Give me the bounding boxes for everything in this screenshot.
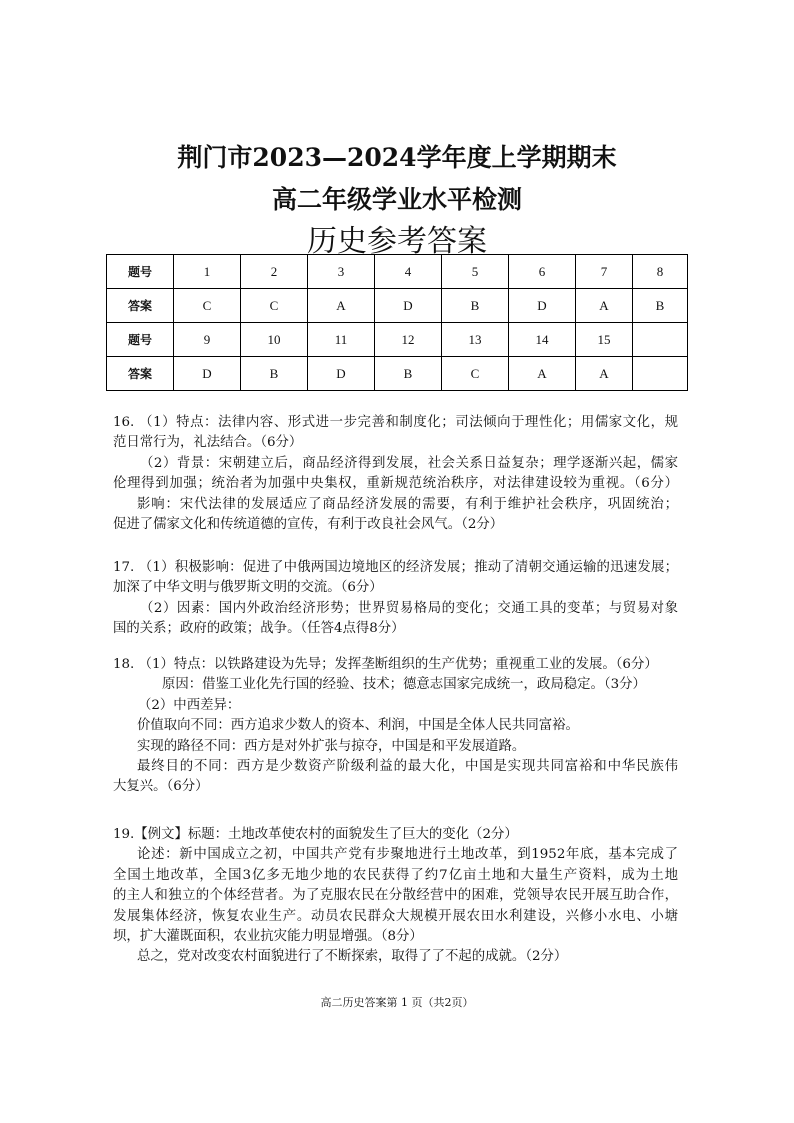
text-line: 16. （1）特点：法律内容、形式进一步完善和制度化；司法倾向于理性化；用儒家文化，规	[113, 415, 678, 430]
text-line: 19.【例文】标题：土地改革使农村的面貌发生了巨大的变化（2分）	[113, 827, 518, 842]
table-cell: C	[241, 289, 308, 323]
text-line: 加深了中华文明与俄罗斯文明的交流。（6分）	[113, 580, 383, 596]
row-header: 题号	[107, 323, 174, 357]
table-cell: 9	[174, 323, 241, 357]
table-cell: 7	[576, 255, 633, 289]
text-line: 最终目的不同：西方是少数资产阶级利益的最大化，中国是实现共同富裕和中华民族伟	[137, 759, 678, 774]
table-cell: 12	[375, 323, 442, 357]
table-cell: D	[308, 357, 375, 391]
table-cell: 3	[308, 255, 375, 289]
table-cell: 13	[442, 323, 509, 357]
table-cell: A	[509, 357, 576, 391]
table-cell: A	[308, 289, 375, 323]
table-row	[107, 289, 688, 323]
row-header: 答案	[107, 289, 174, 323]
text-line: （2）因素：国内外政治经济形势；世界贸易格局的变化；交通工具的变革；与贸易对象	[140, 600, 678, 616]
text-line: 影响：宋代法律的发展适应了商品经济发展的需要，有利于维护社会秩序，巩固统治；	[137, 496, 678, 512]
table-cell: 8	[633, 255, 688, 289]
page-footer: 高二历史答案第 1 页（共2页）	[320, 996, 474, 1009]
table-cell: D	[375, 289, 442, 323]
table-cell: D	[509, 289, 576, 323]
text-line: 发展集体经济，恢复农业生产。动员农民群众大规模开展农田水利建设，兴修小水电、小塘	[113, 908, 678, 924]
text-line: 原因：借鉴工业化先行国的经验、技术；德意志国家完成统一，政局稳定。（3分）	[162, 677, 646, 693]
doc-subtitle: 高二年级学业水平检测	[271, 185, 522, 214]
table-cell: 15	[576, 323, 633, 357]
table-row	[107, 255, 688, 289]
table-row	[107, 323, 688, 357]
text-line: 17. （1）积极影响：促进了中俄两国边境地区的经济发展；推动了清朝交通运输的迅速发展；	[113, 560, 678, 575]
doc-heading: 历史参考答案	[307, 224, 487, 259]
text-line: 全国土地改革，全国3亿多无地少地的农民获得了约7亿亩土地和大量生产资料，成为土地	[113, 867, 678, 883]
text-line: （2）中西差异：	[138, 697, 241, 713]
table-cell: A	[576, 289, 633, 323]
table-cell: B	[241, 357, 308, 391]
table-cell: 6	[509, 255, 576, 289]
text-line: 价值取向不同：西方追求少数人的资本、利润，中国是全体人民共同富裕。	[137, 718, 579, 734]
table-cell: C	[442, 357, 509, 391]
answer-table	[106, 254, 688, 391]
text-line: 实现的路径不同：西方是对外扩张与掠夺，中国是和平发展道路。	[137, 738, 526, 754]
text-line: 国的关系；政府的政策；战争。（任答4点得8分）	[113, 621, 405, 637]
text-line: 论述：新中国成立之初，中国共产党有步聚地进行土地改革，到1952年底，基本完成了	[137, 847, 678, 863]
row-header: 题号	[107, 255, 174, 289]
table-cell: A	[576, 357, 633, 391]
table-cell: C	[174, 289, 241, 323]
text-line: 范日常行为，礼法结合。（6分）	[113, 435, 303, 451]
table-cell: B	[633, 289, 688, 323]
table-cell: 5	[442, 255, 509, 289]
text-line: 伦理得到加强；统治者为加强中央集权，重新规范统治秩序，对法律建设较为重视。（6分）	[113, 476, 678, 492]
table-cell: 10	[241, 323, 308, 357]
table-cell	[633, 357, 688, 391]
text-line: 18. （1）特点：以铁路建设为先导；发挥垄断组织的生产优势；重视重工业的发展。（6分）	[113, 657, 658, 672]
table-cell: B	[442, 289, 509, 323]
table-cell: 14	[509, 323, 576, 357]
table-cell: D	[174, 357, 241, 391]
table-cell: 11	[308, 323, 375, 357]
text-line: 大复兴。（6分）	[113, 779, 209, 795]
table-cell	[633, 323, 688, 357]
text-line: 坝，扩大灌既面积，农业抗灾能力明显增强。（8分）	[113, 929, 423, 944]
table-cell: 2	[241, 255, 308, 289]
table-cell: 1	[174, 255, 241, 289]
text-line: （2）背景：宋朝建立后，商品经济得到发展，社会关系日益复杂；理学逐渐兴起，儒家	[140, 455, 678, 471]
row-header: 答案	[107, 357, 174, 391]
text-line: 总之，党对改变农村面貌进行了不断探索，取得了了不起的成就。（2分）	[137, 949, 568, 965]
table-cell: B	[375, 357, 442, 391]
text-line: 的主人和独立的个体经营者。为了克服农民在分散经营中的困难，党领导农民开展互助合作，	[113, 888, 678, 904]
table-cell: 4	[375, 255, 442, 289]
doc-title: 荆门市2023—2024学年度上学期期末	[177, 143, 617, 172]
text-line: 促进了儒家文化和传统道德的宣传，有利于改良社会风气。（2分）	[113, 517, 504, 532]
table-row	[107, 357, 688, 391]
